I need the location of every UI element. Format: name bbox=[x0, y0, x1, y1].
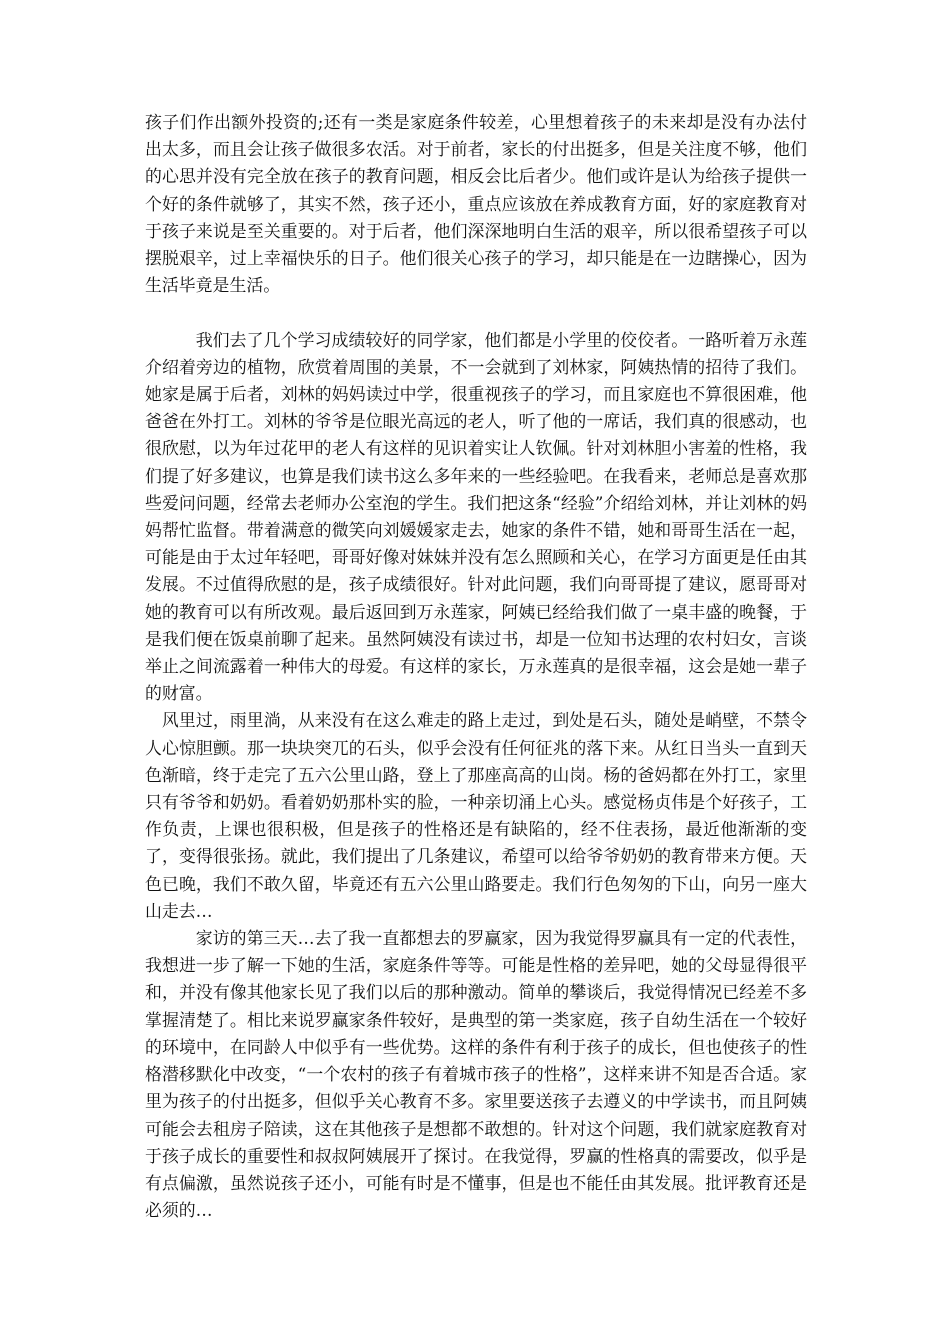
paragraph-spacer bbox=[145, 299, 807, 326]
paragraph-yang-visit: 风里过，雨里淌，从来没有在这么难走的路上走过，到处是石头，随处是峭壁，不禁令人心惊胆颤。那一块块突兀的石头，似乎会没有任何征兆的落下来。从红日当头一直到天色渐暗，终于走完了五六公里山路，登上了那座高高的山岗。杨的爸妈都在外打工，家里只有爷爷和奶奶。看着奶奶那朴实的脸，一种亲切涌上心头。感觉杨贞伟是个好孩子，工作负责，上课也很积极，但是孩子的性格还是有缺陷的，经不住表扬，最近他渐渐的变了，变得很张扬。就此，我们提出了几条建议，希望可以给爷爷奶奶的教育带来方便。天色已晚，我们不敢久留，毕竟还有五六公里山路要走。我们行色匆匆的下山，向另一座大山走去… bbox=[145, 710, 807, 921]
document-page bbox=[145, 109, 807, 1224]
paragraph-luo-ying-visit: 家访的第三天…去了我一直都想去的罗赢家，因为我觉得罗赢具有一定的代表性，我想进一步了解一下她的生活，家庭条件等等。可能是性格的差异吧，她的父母显得很平和，并没有像其他家长见了我们以后的那种激动。简单的攀谈后，我觉得情况已经差不多掌握清楚了。相比来说罗赢家条件较好，是典型的第一类家庭，孩子自幼生活在一个较好的环境中，在同龄人中似乎有一些优势。这样的条件有利于孩子的成长，但也使孩子的性格潜移默化中改变，“一个农村的孩子有着城市孩子的性格”，这样来讲不知是否合适。家里为孩子的付出挺多，但似乎关心教育不多。家里要送孩子去遵义的中学读书，而且阿姨可能会去租房子陪读，这在其他孩子是想都不敢想的。针对这个问题，我们就家庭教育对于孩子成长的重要性和叔叔阿姨展开了探讨。在我觉得，罗赢的性格真的需要改，似乎是有点偏激，虽然说孩子还小，可能有时是不懂事，但是也不能任由其发展。批评教育还是必须的… bbox=[145, 928, 807, 1221]
paragraph-liu-lin-visit: 我们去了几个学习成绩较好的同学家，他们都是小学里的佼佼者。一路听着万永莲介绍着旁边的植物，欣赏着周围的美景，不一会就到了刘林家，阿姨热情的招待了我们。她家是属于后者，刘林的妈妈读过中学，很重视孩子的学习，而且家庭也不算很困难，他爸爸在外打工。刘林的爷爷是位眼光高远的老人，听了他的一席话，我们真的很感动，也很欣慰，以为年过花甲的老人有这样的见识着实让人钦佩。针对刘林胆小害羞的性格，我们提了好多建议，也算是我们读书这么多年来的一些经验吧。在我看来，老师总是喜欢那些爱问问题，经常去老师办公室泡的学生。我们把这条“经验”介绍给刘林，并让刘林的妈妈帮忙监督。带着满意的微笑向刘媛媛家走去，她家的条件不错，她和哥哥生活在一起，可能是由于太过年轻吧，哥哥好像对妹妹并没有怎么照顾和关心，在学习方面更是任由其发展。不过值得欣慰的是，孩子成绩很好。针对此问题，我们向哥哥提了建议，愿哥哥对她的教育可以有所改观。最后返回到万永莲家，阿姨已经给我们做了一桌丰盛的晚餐，于是我们便在饭桌前聊了起来。虽然阿姨没有读过书，却是一位知书达理的农村妇女，言谈举止之间流露着一种伟大的母爱。有这样的家长，万永莲真的是很幸福，这会是她一辈子的财富。 bbox=[145, 329, 807, 704]
paragraph-family-types: 孩子们作出额外投资的;还有一类是家庭条件较差，心里想着孩子的未来却是没有办法付出太多，而且会让孩子做很多农活。对于前者，家长的付出挺多，但是关注度不够，他们的心思并没有完全放在孩子的教育问题，相反会比后者少。他们或许是认为给孩子提供一个好的条件就够了，其实不然，孩子还小，重点应该放在养成教育方面，好的家庭教育对于孩子来说是至关重要的。对于后者，他们深深地明白生活的艰辛，所以很希望孩子可以摆脱艰辛，过上幸福快乐的日子。他们很关心孩子的学习，却只能是在一边瞎操心，因为生活毕竟是生活。 bbox=[145, 112, 807, 296]
